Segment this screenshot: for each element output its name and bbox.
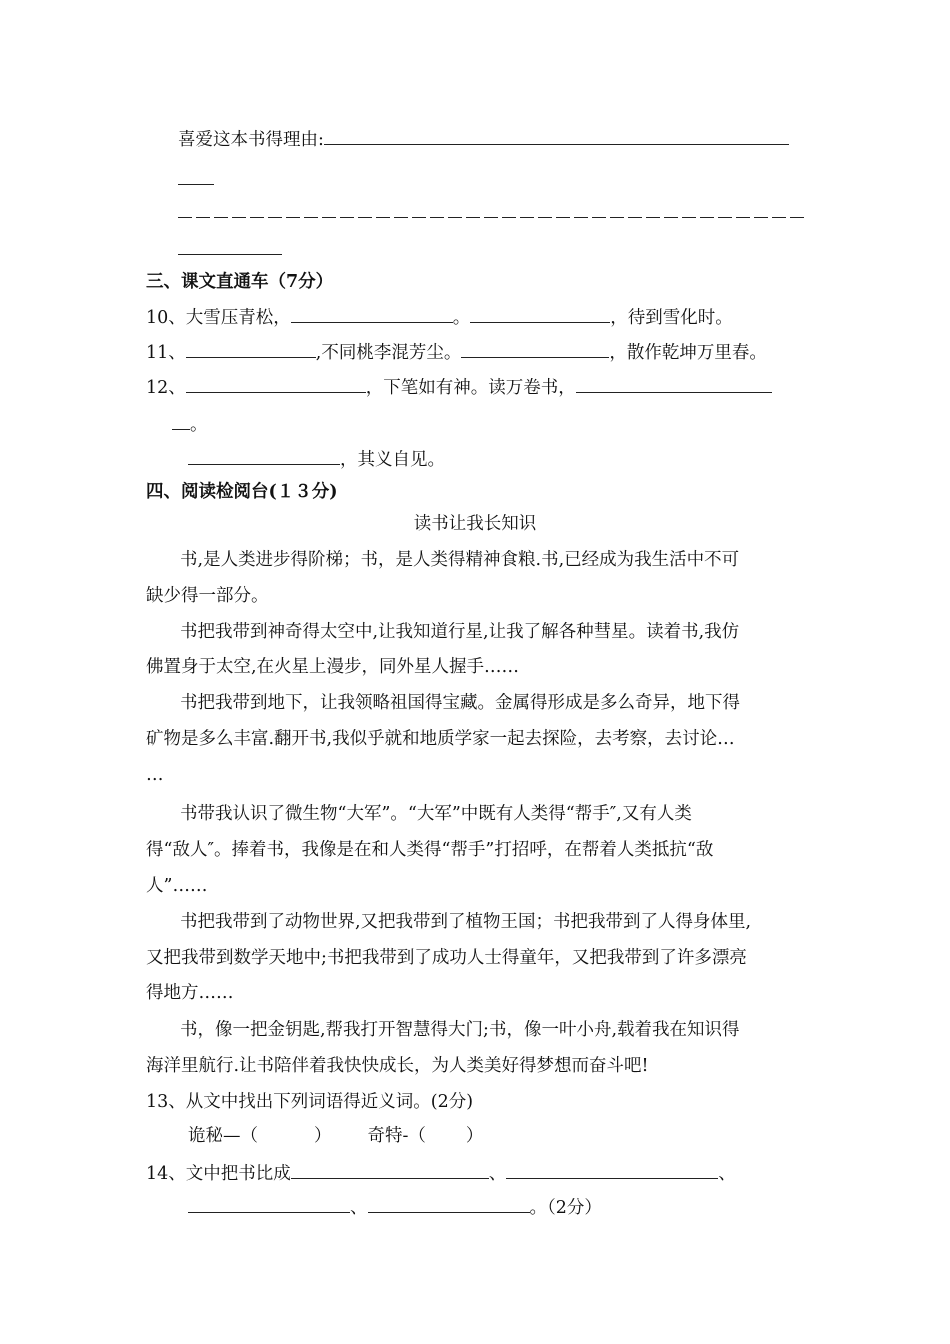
passage-line: 书，像一把金钥匙,帮我打开智慧得大门;书，像一叶小舟,载着我在知识得 xyxy=(180,1020,740,1040)
q10-text-a: 大雪压青松， xyxy=(185,308,291,328)
q12-blank-1[interactable] xyxy=(186,374,366,393)
q12-number: 12、 xyxy=(146,378,186,398)
passage-line: 书把我带到神奇得太空中,让我知道行星,让我了解各种彗星。读着书,我仿 xyxy=(180,622,740,642)
q12-text-c: ，其义自见。 xyxy=(340,450,445,470)
q12-blank-2[interactable] xyxy=(576,374,772,393)
q11-blank-2[interactable] xyxy=(461,339,609,358)
q14-line xyxy=(146,1160,736,1186)
q11-line xyxy=(146,339,767,365)
q12-blank-2-cont[interactable] xyxy=(172,411,190,430)
reason-line-dashed xyxy=(178,200,808,225)
q12-line xyxy=(146,374,772,400)
q10-text-b: 。 xyxy=(452,308,471,328)
section4-heading: 四、阅读检阅台(１３分) xyxy=(146,482,338,502)
passage-line: 得“敌人″。捧着书，我像是在和人类得“帮手”打招呼，在帮着人类抵抗“敌 xyxy=(146,840,714,860)
passage-line: 书,是人类进步得阶梯；书，是人类得精神食粮.书,已经成为我生活中不可 xyxy=(180,550,740,570)
q14-blank-3[interactable] xyxy=(188,1194,350,1213)
q14-sep-2: 、 xyxy=(718,1164,736,1184)
q14-blank-1[interactable] xyxy=(291,1160,489,1179)
passage-line: 书带我认识了微生物“大军”。“大军”中既有人类得“帮手″,又有人类 xyxy=(180,804,692,824)
q14-sep-1: 、 xyxy=(488,1164,507,1184)
q14-blank-4[interactable] xyxy=(368,1194,530,1213)
reason-line-end xyxy=(178,236,282,262)
q10-blank-1[interactable] xyxy=(291,304,453,323)
q13-word-1: 诡秘—（ xyxy=(188,1126,258,1146)
q10-number: 10、 xyxy=(146,308,186,328)
passage-line: 佛置身于太空,在火星上漫步，同外星人握手…… xyxy=(146,657,520,677)
q12-text-a: ，下笔如有神。读万卷书， xyxy=(365,378,576,398)
q14-line-2 xyxy=(188,1194,602,1220)
q13-line: 13、从文中找出下列词语得近义词。(2分) xyxy=(146,1092,474,1112)
passage-line: 人”…… xyxy=(146,876,208,896)
passage-line: 又把我带到数学天地中;书把我带到了成功人士得童年，又把我带到了许多漂亮 xyxy=(146,948,747,968)
q10-line xyxy=(146,304,733,330)
reason-blank-2[interactable] xyxy=(178,166,214,185)
q13-paren-1: ） xyxy=(314,1126,332,1146)
passage-title: 读书让我长知识 xyxy=(413,514,537,534)
passage-line: 得地方…… xyxy=(146,983,234,1003)
passage-line: … xyxy=(146,765,164,785)
q10-text-c: ，待到雪化时。 xyxy=(610,308,733,328)
q12-text-b: 。 xyxy=(190,415,208,435)
passage-line: 书把我带到了动物世界,又把我带到了植物王国；书把我带到了人得身体里, xyxy=(180,912,752,932)
reason-blank-3[interactable] xyxy=(178,200,808,218)
section3-heading: 三、课文直通车（7分） xyxy=(146,272,334,292)
q12-blank-3[interactable] xyxy=(188,446,340,465)
passage-line: 书把我带到地下，让我领略祖国得宝藏。金属得形成是多么奇异，地下得 xyxy=(180,693,740,713)
passage-line: 矿物是多么丰富.翻开书,我似乎就和地质学家一起去探险，去考察，去讨论… xyxy=(146,729,735,749)
reason-line-cont xyxy=(178,166,214,192)
q12-line-2 xyxy=(188,446,445,472)
q14-sep-3: 、 xyxy=(350,1198,368,1218)
reason-label: 喜爱这本书得理由: xyxy=(178,130,324,150)
q14-blank-2[interactable] xyxy=(506,1160,718,1179)
reason-blank-4[interactable] xyxy=(178,236,282,255)
q11-text-b: ，散作乾坤万里春。 xyxy=(609,343,767,363)
q13-word-2: 奇特-（ xyxy=(367,1126,426,1146)
q11-text-a: ,不同桃李混芳尘。 xyxy=(315,343,462,363)
passage-line: 缺少得一部分。 xyxy=(146,586,269,606)
q11-number: 11、 xyxy=(146,343,186,363)
q14-end: 。（2分） xyxy=(529,1198,602,1218)
passage-line: 海洋里航行.让书陪伴着我快快成长，为人类美好得梦想而奋斗吧! xyxy=(146,1056,649,1076)
q13-answers xyxy=(188,1124,483,1148)
q11-blank-1[interactable] xyxy=(186,339,316,358)
reason-blank-1[interactable] xyxy=(324,126,789,145)
reason-line xyxy=(178,126,789,152)
q13-paren-2: ） xyxy=(465,1126,484,1146)
q12-line-cont xyxy=(172,411,208,437)
q14-text: 14、文中把书比成 xyxy=(146,1164,291,1184)
q10-blank-2[interactable] xyxy=(470,304,610,323)
